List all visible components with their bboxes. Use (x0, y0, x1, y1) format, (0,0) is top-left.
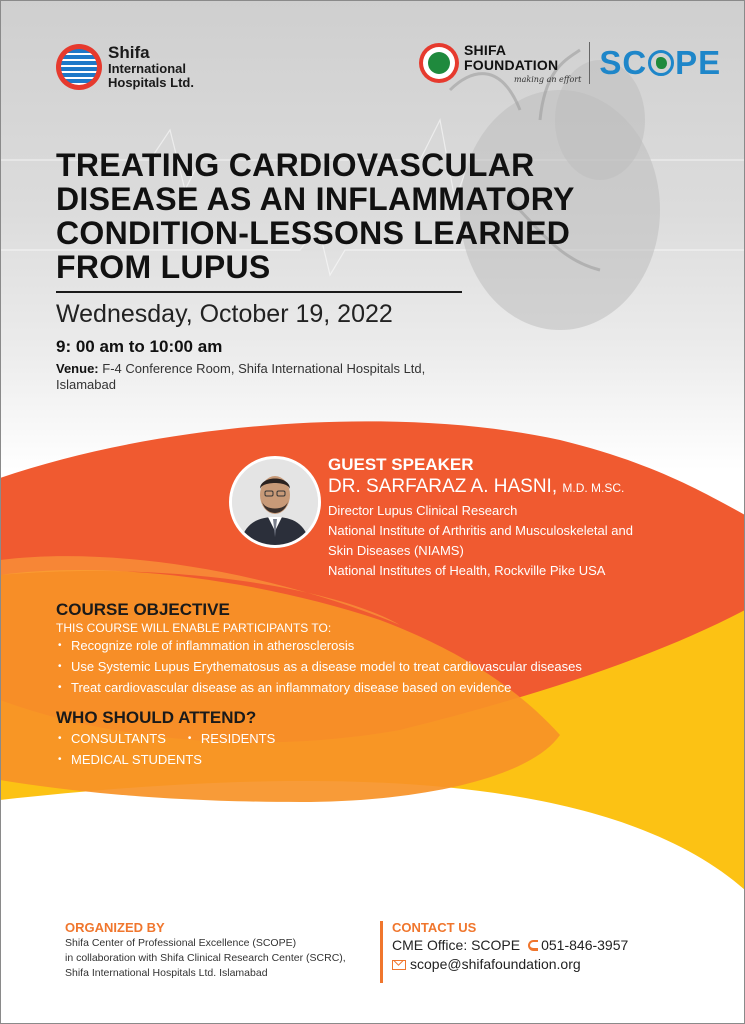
contact-email[interactable]: scope@shifafoundation.org (410, 956, 581, 972)
pakistan-map-icon (419, 43, 459, 83)
foundation-line-2: FOUNDATION (464, 56, 559, 73)
contact-heading: CONTACT US (392, 920, 477, 935)
foundation-line-1: SHIFA (464, 41, 507, 58)
speaker-affiliation: National Institute of Arthritis and Musculoskeletal and (328, 523, 633, 538)
mail-icon (392, 960, 406, 970)
course-objective-intro: THIS COURSE WILL ENABLE PARTICIPANTS TO: (56, 621, 332, 635)
logo-line-1: Shifa (108, 43, 150, 62)
organized-by (65, 920, 375, 981)
logo-divider (589, 42, 590, 84)
guest-speaker-label: GUEST SPEAKER (328, 455, 474, 474)
scope-text-start: SC (599, 44, 648, 81)
list-item: • Recognize role of inflammation in atherosclerosis (56, 635, 716, 656)
venue-text: F-4 Conference Room, Shifa International Hospitals Ltd, Islamabad (56, 361, 426, 392)
shifa-international-logo (56, 44, 194, 90)
title-divider (56, 291, 462, 293)
scope-logo (599, 44, 721, 82)
organizer-line: Shifa International Hospitals Ltd. Islamabad (65, 967, 268, 979)
event-venue (56, 361, 476, 393)
organized-by-heading: ORGANIZED BY (65, 920, 165, 935)
list-item: • RESIDENTS (186, 728, 275, 749)
speaker-affiliation: Director Lupus Clinical Research (328, 503, 518, 518)
contact-office-line (392, 936, 712, 955)
list-item: • CONSULTANTS (56, 728, 166, 749)
contact-email-line (392, 955, 712, 974)
phone-icon (528, 940, 538, 951)
speaker-degrees: M.D. M.SC. (562, 481, 625, 495)
foundation-tagline: making an effort (514, 74, 582, 84)
list-item: • Treat cardiovascular disease as an inflammatory disease based on evidence (56, 677, 716, 698)
logo-line-2: International (108, 61, 187, 76)
course-objective-heading: COURSE OBJECTIVE (56, 600, 230, 619)
event-title: TREATING CARDIOVASCULAR DISEASE AS AN INFLAMMATORY CONDITION-LESSONS LEARNED FROM LUPUS (56, 147, 575, 285)
attend-heading: WHO SHOULD ATTEND? (56, 708, 257, 727)
organizer-line: Shifa Center of Professional Excellence (SCOPE) (65, 937, 297, 949)
venue-label: Venue: (56, 361, 99, 376)
speaker-affiliation: Skin Diseases (NIAMS) (328, 543, 464, 558)
speaker-name-line (328, 476, 728, 499)
contact-office: CME Office: SCOPE (392, 937, 521, 953)
who-should-attend (56, 708, 456, 770)
speaker-photo (229, 456, 321, 548)
list-item: • Use Systemic Lupus Erythematosus as a disease model to treat cardiovascular diseases (56, 656, 716, 677)
logo-line-3: Hospitals Ltd. (108, 75, 194, 90)
footer-divider (380, 921, 383, 983)
speaker-affiliation: National Institutes of Health, Rockville Pike USA (328, 563, 606, 578)
scope-globe-icon (648, 50, 674, 76)
organizer-line: in collaboration with Shifa Clinical Research Center (SCRC), (65, 952, 346, 964)
event-date: Wednesday, October 19, 2022 (56, 300, 393, 328)
event-time: 9: 00 am to 10:00 am (56, 337, 223, 356)
globe-icon (56, 44, 102, 90)
contact-phone[interactable]: 051-846-3957 (541, 937, 629, 953)
scope-text-end: PE (675, 44, 722, 81)
speaker-name: DR. SARFARAZ A. HASNI, (328, 476, 558, 497)
guest-speaker (328, 455, 728, 581)
list-item: • MEDICAL STUDENTS (56, 749, 456, 770)
contact-us (392, 920, 712, 974)
shifa-foundation-scope-logos (419, 42, 721, 84)
course-objective (56, 600, 716, 698)
